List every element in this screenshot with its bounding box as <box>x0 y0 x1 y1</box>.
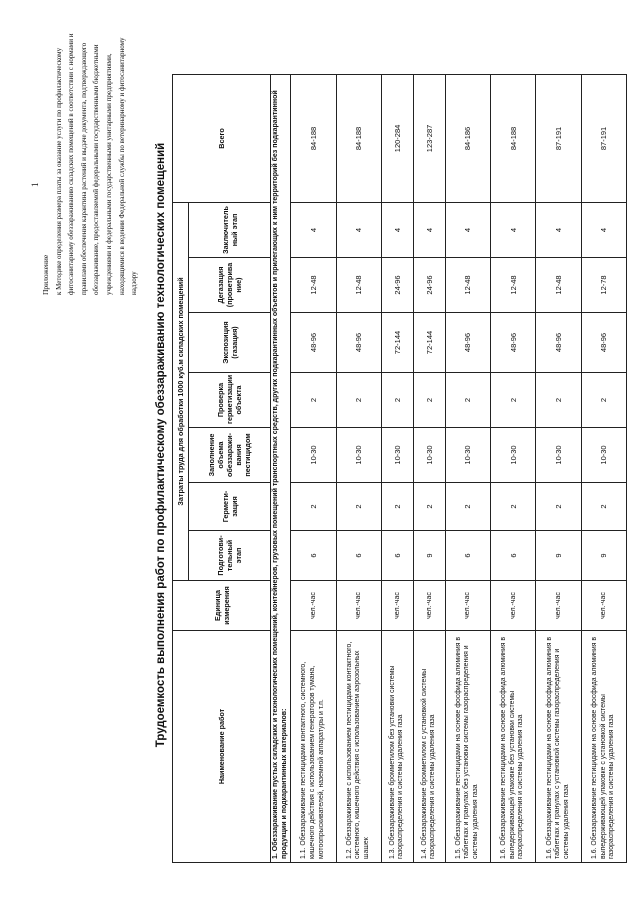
check-cell: 2 <box>291 373 336 428</box>
table-row <box>413 74 445 862</box>
prep-cell: 6 <box>381 531 413 581</box>
table-row <box>381 74 413 862</box>
unit-cell: чел.-час <box>490 581 535 631</box>
unit-cell: чел.-час <box>445 581 490 631</box>
appendix-line: фитосанитарному обеззараживанию складских помещений в соответствии с нормами и <box>67 33 76 295</box>
table-row <box>291 74 336 862</box>
check-cell: 2 <box>336 373 381 428</box>
header-exposure: Экспозиция (газация) <box>189 313 271 373</box>
prep-cell: 9 <box>536 531 581 581</box>
degas-cell: 12-48 <box>536 258 581 313</box>
unit-cell: чел.-час <box>381 581 413 631</box>
exposure-cell: 48-96 <box>336 313 381 373</box>
final-cell: 4 <box>581 202 626 257</box>
unit-cell: чел.-час <box>291 581 336 631</box>
unit-cell: чел.-час <box>536 581 581 631</box>
degas-cell: 12-48 <box>291 258 336 313</box>
unit-cell: чел.-час <box>413 581 445 631</box>
herm-cell: 2 <box>336 483 381 531</box>
work-name: 1.2. Обеззараживание с использованием пестицидами контактного, системного, кишечного действия с использованием аэрозольных шашек <box>336 631 381 863</box>
prep-cell: 6 <box>291 531 336 581</box>
work-name: 1.1. Обеззараживание пестицидами контактного, системного, кишечного действия с использованием генераторов тумана, мотоопрыскивателей, наземной аппаратуры и т.п. <box>291 631 336 863</box>
check-cell: 2 <box>413 373 445 428</box>
appendix-line: обеззараживание, предоставляемой федеральными государственными бюджетными <box>92 44 101 295</box>
total-cell: 84-188 <box>336 74 381 202</box>
header-prep: Подготови-тельный этап <box>189 531 271 581</box>
exposure-cell: 48-96 <box>291 313 336 373</box>
header-group: Затраты труда для обработки 1000 куб.м складских помещений <box>173 202 189 580</box>
fill-cell: 10-30 <box>381 428 413 483</box>
total-cell: 84-188 <box>291 74 336 202</box>
appendix-line: находящимися в ведении Федеральной службы по ветеринарному и фитосанитарному надзору <box>117 37 139 295</box>
degas-cell: 24-96 <box>413 258 445 313</box>
check-cell: 2 <box>490 373 535 428</box>
exposure-cell: 48-96 <box>581 313 626 373</box>
degas-cell: 12-78 <box>581 258 626 313</box>
labor-table <box>172 74 627 863</box>
work-name: 1.4. Обеззараживание бромметилом с установкой системы газораспределения и системы удаления газа <box>413 631 445 863</box>
page-number: 1 <box>30 182 40 187</box>
fill-cell: 10-30 <box>291 428 336 483</box>
header-degas: Дегазация (проветрива ние) <box>189 258 271 313</box>
table-row <box>490 74 535 862</box>
herm-cell: 2 <box>291 483 336 531</box>
unit-cell: чел.-час <box>336 581 381 631</box>
exposure-cell: 48-96 <box>536 313 581 373</box>
fill-cell: 10-30 <box>413 428 445 483</box>
work-name: 1.6. Обеззараживание пестицидами на основе фосфида алюминия в выпедерживающей упаковке с установкой системы газораспределения и системы удаления газа <box>581 631 626 863</box>
appendix-line: учреждениями и федеральными государственными унитарными предприятиями, <box>104 53 113 295</box>
prep-cell: 6 <box>490 531 535 581</box>
total-cell: 84-188 <box>490 74 535 202</box>
prep-cell: 6 <box>445 531 490 581</box>
exposure-cell: 48-96 <box>445 313 490 373</box>
check-cell: 2 <box>445 373 490 428</box>
fill-cell: 10-30 <box>581 428 626 483</box>
prep-cell: 9 <box>413 531 445 581</box>
degas-cell: 12-48 <box>445 258 490 313</box>
final-cell: 4 <box>536 202 581 257</box>
table-row <box>581 74 626 862</box>
header-herm: Гермети-зация <box>189 483 271 531</box>
exposure-cell: 72-144 <box>381 313 413 373</box>
herm-cell: 2 <box>581 483 626 531</box>
appendix-title: Приложение <box>41 254 50 295</box>
table-row <box>336 74 381 862</box>
table-row <box>536 74 581 862</box>
appendix-note <box>40 30 141 295</box>
header-unit: Единица измерения <box>173 581 271 631</box>
herm-cell: 2 <box>381 483 413 531</box>
appendix-line: правилами обеспечения карантина растений и выдаче документа, подтверждающего <box>79 42 88 295</box>
work-name: 1.6. Обеззараживание пестицидами на основе фосфида алюминия в таблетках и гранулах с установкой системы газораспределения и системы удаления газа <box>536 631 581 863</box>
total-cell: 87-191 <box>536 74 581 202</box>
herm-cell: 2 <box>445 483 490 531</box>
final-cell: 4 <box>291 202 336 257</box>
degas-cell: 24-96 <box>381 258 413 313</box>
herm-cell: 2 <box>490 483 535 531</box>
total-cell: 84-186 <box>445 74 490 202</box>
appendix-line: к Методике определения размера платы за оказание услуги по профилактическому <box>54 47 63 295</box>
exposure-cell: 48-96 <box>490 313 535 373</box>
header-total: Всего <box>173 74 271 202</box>
work-name: 1.3. Обеззараживание бромметилом без установки системы газораспределения и системы удаления газа <box>381 631 413 863</box>
final-cell: 4 <box>381 202 413 257</box>
section-title: 1. Обеззараживание пустых складских и технологических помещений, контейнеров, грузовых помещений транспортных средств, других подкарантинных объектов и прилегающих к ним территорий без подкарантинной продукции и подкарантинных материалов: <box>271 74 291 862</box>
work-name: 1.5. Обеззараживание пестицидами на основе фосфида алюминия в таблетках и гранулах без установки системы газораспределения и системы удаления газа <box>445 631 490 863</box>
header-final: Заключитель ный этап <box>189 202 271 257</box>
check-cell: 2 <box>581 373 626 428</box>
prep-cell: 9 <box>581 531 626 581</box>
total-cell: 120-284 <box>381 74 413 202</box>
header-name: Наименование работ <box>173 631 271 863</box>
unit-cell: чел.-час <box>581 581 626 631</box>
table-row <box>445 74 490 862</box>
work-name: 1.6. Обеззараживание пестицидами на основе фосфида алюминия в выпедерживающей упаковке без установки системы газораспределения и системы удаления газа <box>490 631 535 863</box>
final-cell: 4 <box>490 202 535 257</box>
fill-cell: 10-30 <box>336 428 381 483</box>
exposure-cell: 72-144 <box>413 313 445 373</box>
check-cell: 2 <box>536 373 581 428</box>
herm-cell: 2 <box>413 483 445 531</box>
fill-cell: 10-30 <box>536 428 581 483</box>
check-cell: 2 <box>381 373 413 428</box>
total-cell: 123-287 <box>413 74 445 202</box>
degas-cell: 12-48 <box>490 258 535 313</box>
header-fill: Заполнение объема обеззаражи-вания пестицидом <box>189 428 271 483</box>
fill-cell: 10-30 <box>490 428 535 483</box>
final-cell: 4 <box>445 202 490 257</box>
herm-cell: 2 <box>536 483 581 531</box>
final-cell: 4 <box>413 202 445 257</box>
fill-cell: 10-30 <box>445 428 490 483</box>
prep-cell: 6 <box>336 531 381 581</box>
final-cell: 4 <box>336 202 381 257</box>
document-title: Трудоемкость выполнения работ по профилактическому обеззараживанию технологических помещений <box>155 142 167 748</box>
total-cell: 87-191 <box>581 74 626 202</box>
header-check: Проверка герметизации объекта <box>189 373 271 428</box>
degas-cell: 12-48 <box>336 258 381 313</box>
